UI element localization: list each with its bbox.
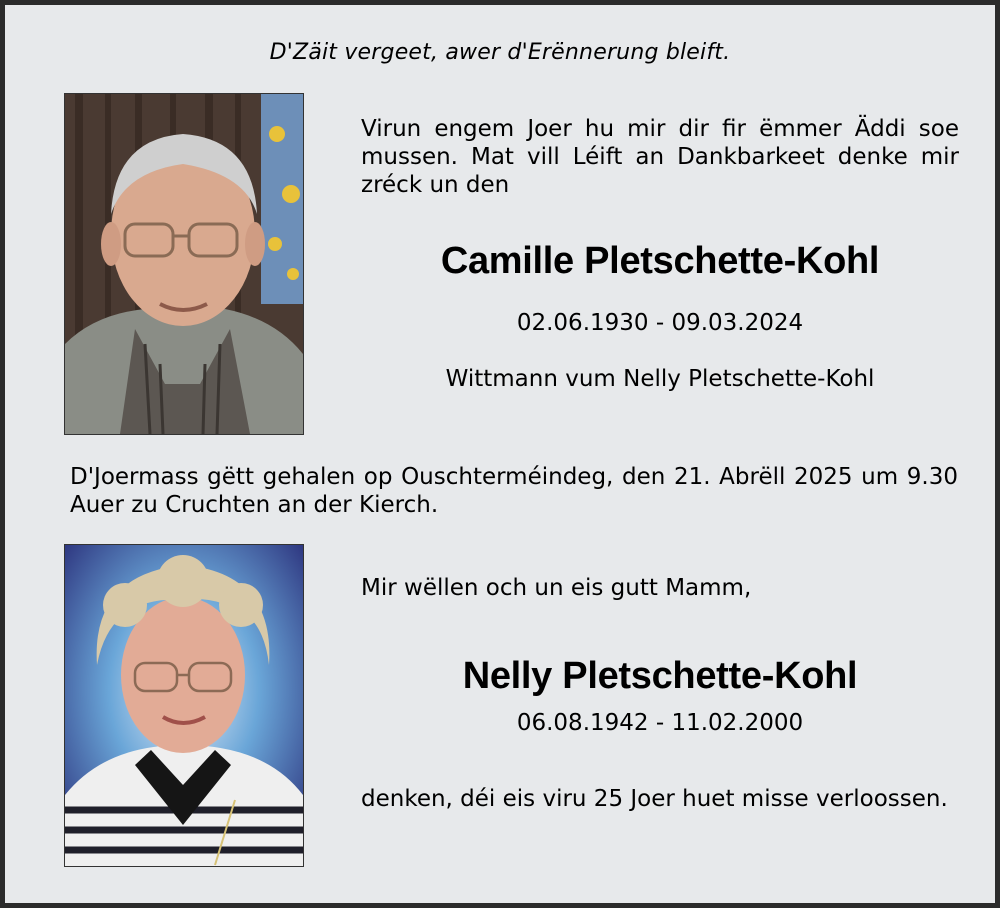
life-dates-second: 06.08.1942 - 11.02.2000 xyxy=(516,710,804,736)
intro-text-second: Mir wëllen och un eis gutt Mamm, xyxy=(361,575,752,601)
outro-text-second: denken, déi eis viru 25 Joer huet misse verloossen. xyxy=(361,786,948,812)
life-dates-first: 02.06.1930 - 09.03.2024 xyxy=(516,310,804,336)
deceased-name-second: Nelly Pletschette-Kohl xyxy=(462,655,858,697)
relation-text: Wittmann vum Nelly Pletschette-Kohl xyxy=(445,366,875,392)
portrait-photo-man xyxy=(64,93,304,435)
portrait-photo-woman xyxy=(64,544,304,867)
intro-text-first: Virun engem Joer hu mir dir fir ëmmer Äddi soe mussen. Mat vill Léift an Dankbarkeet denke mir zréck un den xyxy=(361,116,959,198)
deceased-name-first: Camille Pletschette-Kohl xyxy=(440,240,880,282)
motto: D'Zäit vergeet, awer d'Erënnerung bleift. xyxy=(269,40,731,65)
mass-notice: D'Joermass gëtt gehalen op Ouschterméindeg, den 21. Abrëll 2025 um 9.30 Auer zu Cruchten an der Kierch. xyxy=(70,464,958,518)
